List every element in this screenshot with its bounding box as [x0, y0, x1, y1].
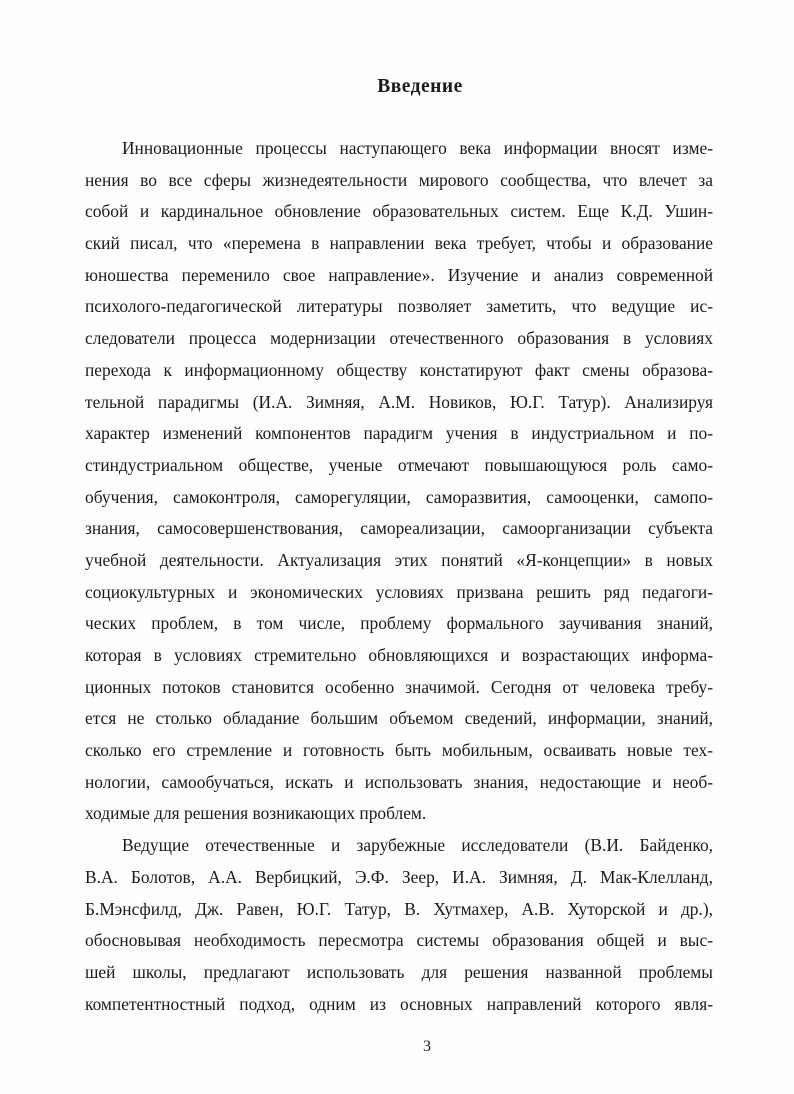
text-line: нения во все сферы жизнедеятельности мирового сообщества, что влечет за [85, 169, 713, 190]
text-block [85, 133, 713, 1020]
text-line: обосновывая необходимость пересмотра системы образования общей и выс- [85, 930, 713, 951]
page-title: Введение [377, 76, 463, 97]
page-number: 3 [423, 1038, 431, 1055]
text-line: социокультурных и экономических условиях призвана решить ряд педагоги- [85, 581, 713, 602]
text-line: стиндустриальном обществе, ученые отмечают повышающуюся роль само- [85, 454, 713, 475]
text-line: шей школы, предлагают использовать для решения названной проблемы [85, 961, 713, 982]
text-line: обучения, самоконтроля, саморегуляции, саморазвития, самооценки, самопо- [85, 486, 713, 507]
text-line: ционных потоков становится особенно значимой. Сегодня от человека требу- [85, 676, 713, 697]
text-line: Инновационные процессы наступающего века информации вносят изме- [122, 138, 713, 158]
text-line: ется не столько обладание большим объемом сведений, информации, знаний, [85, 708, 713, 729]
text-line: психолого-педагогической литературы позволяет заметить, что ведущие ис- [85, 296, 713, 317]
text-line: характер изменений компонентов парадигм учения в индустриальном и по- [85, 423, 713, 444]
text-line: компетентностный подход, одним из основных направлений которого явля- [85, 993, 713, 1014]
text-line: собой и кардинальное обновление образовательных систем. Еще К.Д. Ушин- [85, 201, 713, 222]
text-line: юношества переменило свое направление». Изучение и анализ современной [85, 264, 713, 285]
text-line: Б.Мэнсфилд, Дж. Равен, Ю.Г. Татур, В. Хутмахер, А.В. Хуторской и др.), [85, 898, 713, 919]
text-line: тельной парадигмы (И.А. Зимняя, А.М. Новиков, Ю.Г. Татур). Анализируя [85, 391, 713, 412]
text-line: ческих проблем, в том числе, проблему формального заучивания знаний, [85, 613, 713, 634]
text-line: перехода к информационному обществу констатируют факт смены образова- [85, 359, 713, 380]
text-line: которая в условиях стремительно обновляющихся и возрастающих информа- [85, 645, 713, 665]
text-line: ходимые для решения возникающих проблем. [85, 803, 427, 824]
text-line: знания, самосовершенствования, самореализации, самоорганизации субъекта [85, 518, 713, 539]
text-line: В.А. Болотов, А.А. Вербицкий, Э.Ф. Зеер, И.А. Зимняя, Д. Мак-Клелланд, [85, 866, 713, 887]
text-line: следователи процесса модернизации отечественного образования в условиях [85, 328, 713, 349]
text-line: сколько его стремление и готовность быть мобильным, осваивать новые тех- [85, 740, 713, 761]
text-line: учебной деятельности. Актуализация этих понятий «Я-концепции» в новых [85, 549, 713, 570]
text-line: Ведущие отечественные и зарубежные исследователи (В.И. Байденко, [122, 835, 713, 856]
text-line: нологии, самообучаться, искать и использовать знания, недостающие и необ- [85, 771, 713, 792]
text-line: ский писал, что «перемена в направлении века требует, чтобы и образование [85, 233, 713, 254]
